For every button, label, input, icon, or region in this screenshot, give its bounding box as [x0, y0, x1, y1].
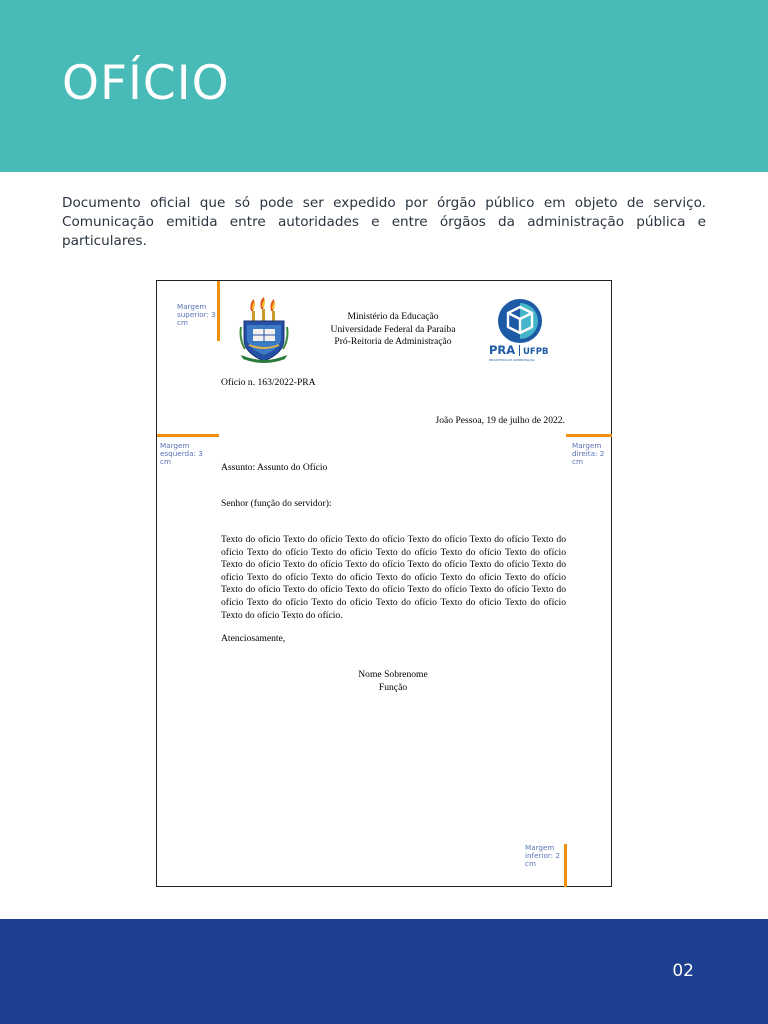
margin-bottom-marker: [564, 844, 567, 887]
document-sample: [156, 280, 612, 887]
margin-left-marker: [157, 434, 219, 437]
margin-top-marker: [217, 281, 220, 341]
letterhead-line-department: Pró-Reitoria de Administração: [334, 336, 452, 348]
signer-role: Função: [378, 681, 408, 693]
margin-top-note: Margem superior: 3 cm: [177, 302, 216, 327]
footer-band: [0, 919, 768, 1024]
letter-closing: Atenciosamente,: [221, 633, 286, 644]
pra-logo-institution: UFPB: [523, 347, 549, 357]
signature-block: [307, 669, 479, 694]
margin-bottom-note: Margem inferior: 2 cm: [525, 843, 560, 868]
pra-logo-tagline: PRÓ-REITORIA DE ADMINISTRAÇÃO: [489, 359, 535, 362]
margin-right-note: Margem direita: 2 cm: [572, 441, 605, 466]
header-band: [0, 0, 768, 172]
letter-reference: Ofício n. 163/2022-PRA: [221, 377, 316, 388]
intro-paragraph: Documento oficial que só pode ser expedido por órgão público em objeto de serviço. Comunicação emitida entre autoridades e entre órgãos da administração pública e particulares.: [62, 195, 706, 249]
margin-left-note: Margem esquerda: 3 cm: [160, 441, 203, 466]
letter-subject: Assunto: Assunto do Ofício: [221, 462, 328, 473]
page-title: OFÍCIO: [62, 56, 230, 111]
letterhead-line-university: Universidade Federal da Paraíba: [330, 323, 456, 335]
letterhead-line-ministry: Ministério da Educação: [347, 311, 439, 322]
letter-salutation: Senhor (função do servidor):: [221, 498, 332, 509]
page-number: 02: [672, 961, 694, 981]
pra-logo-acronym: PRA: [489, 343, 516, 357]
pra-ufpb-logo: [487, 299, 553, 365]
letterhead: [307, 311, 479, 349]
letter-body: Texto do ofício Texto do ofício Texto do ofício Texto do ofício Texto do ofício Texto do ofício Texto do ofício Texto do ofício Texto do ofício Texto do ofício Texto do ofício Texto do ofício Texto do ofício Texto do ofício Texto do ofício Texto do ofício Texto do ofício Texto do ofício Texto do ofício Texto do ofício Texto do ofício Texto do ofício Texto do ofício Texto do ofício Texto do ofício Texto do ofício Texto do ofício Texto do ofício Texto do ofício Texto do ofício Texto do ofício Texto do ofício Texto do ofício Texto do ofício Texto do ofício.: [221, 534, 566, 621]
letter-date: João Pessoa, 19 de julho de 2022.: [435, 415, 565, 426]
signer-name: Nome Sobrenome: [358, 669, 428, 680]
ufpb-crest-icon: [239, 297, 289, 365]
margin-right-marker: [566, 434, 612, 437]
